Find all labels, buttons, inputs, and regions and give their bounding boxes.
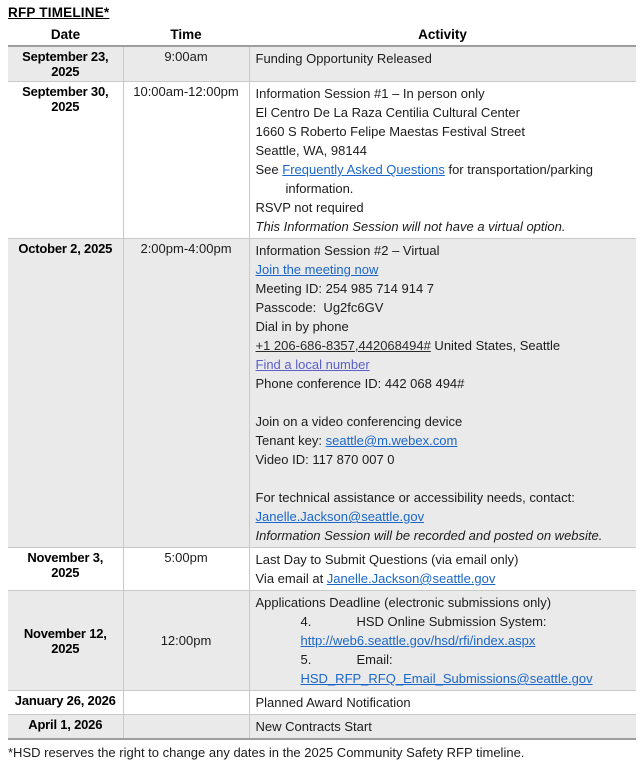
text-segment: Video ID: 117 870 007 0 bbox=[255, 452, 395, 467]
time-cell: 5:00pm bbox=[123, 548, 249, 591]
text-segment: Passcode: Ug2fc6GV bbox=[255, 300, 384, 315]
text-segment: Funding Opportunity Released bbox=[255, 51, 432, 66]
activity-line bbox=[256, 526, 633, 545]
table-row bbox=[8, 691, 636, 715]
activity-line bbox=[256, 450, 633, 469]
timeline-table-body bbox=[8, 46, 636, 739]
activity-line bbox=[256, 507, 633, 526]
activity-line bbox=[256, 49, 633, 68]
time-cell bbox=[123, 715, 249, 740]
text-segment: for transportation/parking bbox=[444, 162, 593, 177]
activity-line bbox=[256, 669, 633, 688]
questions-email-link[interactable]: Janelle.Jackson@seattle.gov bbox=[326, 571, 496, 586]
activity-cell bbox=[249, 548, 636, 591]
text-segment: information. bbox=[285, 181, 354, 196]
time-cell: 10:00am-12:00pm bbox=[123, 82, 249, 239]
submission-system-link[interactable]: http://web6.seattle.gov/hsd/rfi/index.aspx bbox=[300, 633, 536, 648]
activity-cell bbox=[249, 239, 636, 548]
text-segment: 4. bbox=[300, 614, 312, 629]
date-cell: November 12, 2025 bbox=[8, 591, 123, 691]
text-segment: El Centro De La Raza Centilia Cultural Center bbox=[255, 105, 520, 120]
phone-dial-link[interactable]: +1 206-686-8357,442068494# bbox=[255, 338, 431, 353]
join-meeting-link[interactable]: Join the meeting now bbox=[255, 262, 379, 277]
activity-line bbox=[256, 84, 633, 103]
text-segment: United States, Seattle bbox=[430, 338, 561, 353]
date-cell: April 1, 2026 bbox=[8, 715, 123, 740]
text-segment: See bbox=[255, 162, 283, 177]
text-segment: Applications Deadline (electronic submissions only) bbox=[255, 595, 552, 610]
date-cell: November 3, 2025 bbox=[8, 548, 123, 591]
activity-line bbox=[256, 279, 633, 298]
find-local-number-link[interactable]: Find a local number bbox=[255, 357, 370, 372]
table-row bbox=[8, 715, 636, 740]
activity-line bbox=[256, 198, 633, 217]
activity-line bbox=[256, 103, 633, 122]
activity-line bbox=[256, 717, 633, 736]
text-segment: 1660 S Roberto Felipe Maestas Festival Street bbox=[255, 124, 526, 139]
date-cell: September 30, 2025 bbox=[8, 82, 123, 239]
email-submissions-link[interactable]: HSD_RFP_RFQ_Email_Submissions@seattle.gov bbox=[300, 671, 593, 686]
text-segment: RSVP not required bbox=[255, 200, 364, 215]
activity-line bbox=[256, 141, 633, 160]
column-header-time: Time bbox=[123, 26, 249, 46]
text-segment: This Information Session will not have a virtual option. bbox=[255, 219, 566, 234]
activity-line bbox=[256, 550, 633, 569]
table-row bbox=[8, 239, 636, 548]
text-segment: Meeting ID: 254 985 714 914 7 bbox=[255, 281, 435, 296]
column-header-activity: Activity bbox=[249, 26, 636, 46]
activity-line bbox=[256, 693, 633, 712]
page-title: RFP TIMELINE* bbox=[8, 5, 110, 20]
text-segment: HSD Online Submission System: bbox=[356, 614, 547, 629]
activity-line bbox=[256, 179, 633, 198]
activity-line bbox=[256, 631, 633, 650]
time-cell: 2:00pm-4:00pm bbox=[123, 239, 249, 548]
date-cell: October 2, 2025 bbox=[8, 239, 123, 548]
text-segment: Email: bbox=[356, 652, 393, 667]
activity-line bbox=[256, 122, 633, 141]
time-cell bbox=[123, 691, 249, 715]
activity-line bbox=[256, 160, 633, 179]
activity-cell bbox=[249, 82, 636, 239]
text-segment: Information Session will be recorded and posted on website. bbox=[255, 528, 603, 543]
activity-line bbox=[256, 336, 633, 355]
activity-line bbox=[256, 393, 633, 412]
date-cell: September 23, 2025 bbox=[8, 46, 123, 82]
text-segment: Dial in by phone bbox=[255, 319, 349, 334]
table-header-row bbox=[8, 26, 636, 46]
activity-line bbox=[256, 374, 633, 393]
rfp-timeline-table bbox=[8, 26, 636, 740]
activity-cell bbox=[249, 46, 636, 82]
text-segment: Last Day to Submit Questions (via email only) bbox=[255, 552, 519, 567]
table-row bbox=[8, 82, 636, 239]
text-segment: 5. bbox=[300, 652, 312, 667]
contact-email-link[interactable]: Janelle.Jackson@seattle.gov bbox=[255, 509, 425, 524]
activity-line bbox=[256, 469, 633, 488]
activity-line bbox=[256, 612, 633, 631]
text-segment: Tenant key: bbox=[255, 433, 326, 448]
text-segment: Via email at bbox=[255, 571, 327, 586]
time-cell: 12:00pm bbox=[123, 591, 249, 691]
activity-line bbox=[256, 260, 633, 279]
activity-line bbox=[256, 569, 633, 588]
activity-line bbox=[256, 317, 633, 336]
activity-line bbox=[256, 488, 633, 507]
activity-line bbox=[256, 217, 633, 236]
text-segment: Join on a video conferencing device bbox=[255, 414, 463, 429]
text-segment: Information Session #1 – In person only bbox=[255, 86, 485, 101]
table-row bbox=[8, 46, 636, 82]
text-segment: Information Session #2 – Virtual bbox=[255, 243, 440, 258]
text-segment: New Contracts Start bbox=[255, 719, 372, 734]
activity-line bbox=[256, 650, 633, 669]
webex-tenant-link[interactable]: seattle@m.webex.com bbox=[325, 433, 458, 448]
text-segment: Phone conference ID: 442 068 494# bbox=[255, 376, 465, 391]
timeline-footnote: *HSD reserves the right to change any dates in the 2025 Community Safety RFP timeline. bbox=[8, 745, 525, 760]
activity-line bbox=[256, 431, 633, 450]
activity-line bbox=[256, 355, 633, 374]
date-cell: January 26, 2026 bbox=[8, 691, 123, 715]
activity-cell bbox=[249, 715, 636, 740]
activity-line bbox=[256, 241, 633, 260]
activity-line bbox=[256, 298, 633, 317]
time-cell: 9:00am bbox=[123, 46, 249, 82]
text-segment: Seattle, WA, 98144 bbox=[255, 143, 368, 158]
table-row bbox=[8, 591, 636, 691]
text-segment: For technical assistance or accessibility needs, contact: bbox=[255, 490, 575, 505]
text-segment: Planned Award Notification bbox=[255, 695, 411, 710]
activity-cell bbox=[249, 591, 636, 691]
table-row bbox=[8, 548, 636, 591]
activity-line bbox=[256, 593, 633, 612]
column-header-date: Date bbox=[8, 26, 123, 46]
faq-link[interactable]: Frequently Asked Questions bbox=[282, 162, 445, 177]
activity-cell bbox=[249, 691, 636, 715]
activity-line bbox=[256, 412, 633, 431]
